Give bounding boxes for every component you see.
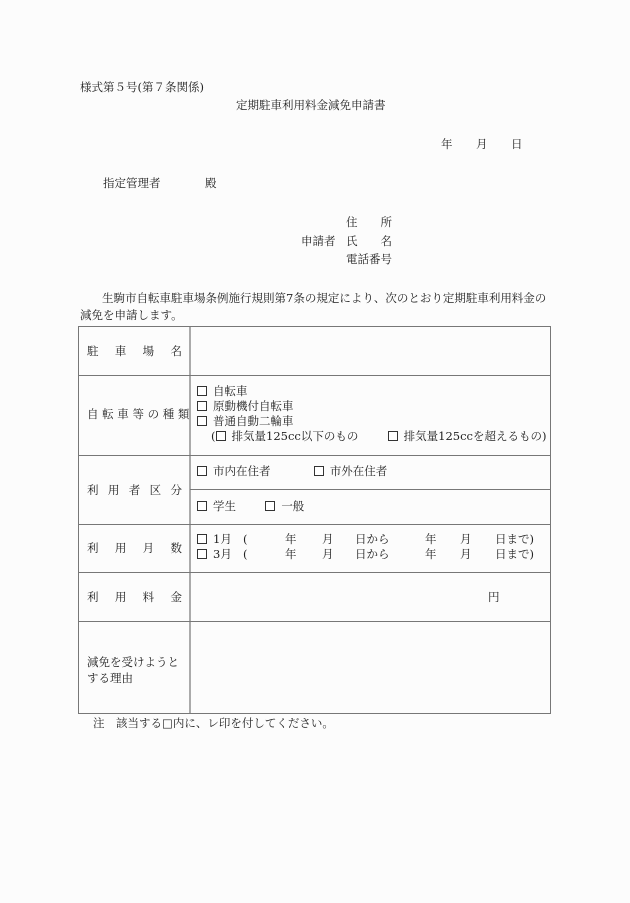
- checkbox-125cc-or-less[interactable]: [216, 431, 226, 441]
- option-label: 学生: [213, 499, 236, 513]
- month-option-1[interactable]: [197, 534, 232, 546]
- label-char: 利: [87, 541, 99, 555]
- applicant-phone-label: 電話番号: [346, 252, 392, 266]
- label-char: 用: [114, 590, 127, 604]
- form-number: 様式第５号(第７条関係): [80, 80, 204, 94]
- footnote: 注 該当する□内に、レ印を付してください。: [93, 716, 334, 730]
- option-city-resident[interactable]: [197, 464, 271, 478]
- intro-text-line2: 減免を申請します。: [80, 308, 183, 322]
- from-day: 日から: [355, 547, 390, 561]
- checkbox-over-125cc[interactable]: [388, 431, 398, 441]
- label-char: 場: [142, 344, 155, 358]
- label-char: 利: [87, 590, 99, 604]
- option-non-resident[interactable]: [314, 464, 388, 478]
- option-label: 1月: [213, 532, 232, 546]
- row-divider: [79, 375, 550, 376]
- reason-field[interactable]: [191, 622, 550, 713]
- from-month: 月: [322, 532, 334, 546]
- yen-unit: 円: [488, 590, 500, 604]
- label-char: 区: [149, 483, 162, 497]
- option-label: 市内在住者: [213, 464, 271, 478]
- option-motorcycle[interactable]: [197, 414, 546, 429]
- checkbox[interactable]: [314, 466, 324, 476]
- option-label: 普通自動二輪車: [213, 414, 294, 428]
- label-char: 車: [114, 344, 127, 358]
- row-divider: [79, 455, 550, 456]
- label-char: 用: [114, 541, 127, 555]
- addressee: 指定管理者: [103, 176, 161, 190]
- label-char: 月: [142, 541, 155, 555]
- from-month: 月: [322, 547, 334, 561]
- label-char: 分: [170, 483, 182, 497]
- vehicle-type-options: [197, 384, 546, 444]
- option-general[interactable]: [265, 499, 304, 513]
- to-year: 年: [425, 547, 437, 561]
- applicant-address-label: 住 所: [346, 215, 392, 229]
- usage-fee-label: [87, 592, 182, 604]
- displacement-options: [197, 429, 546, 444]
- checkbox[interactable]: [265, 501, 275, 511]
- parking-name-field[interactable]: [191, 327, 550, 375]
- to-year: 年: [425, 532, 437, 546]
- paren-open: (: [211, 429, 216, 443]
- user-type-options: [197, 501, 304, 513]
- label-char: 者: [128, 483, 141, 497]
- row-divider-inner: [190, 489, 550, 490]
- applicant-label: 申請者: [301, 234, 336, 248]
- checkbox[interactable]: [197, 386, 207, 396]
- checkbox[interactable]: [197, 416, 207, 426]
- reason-label-line2: する理由: [87, 671, 133, 685]
- to-day: 日まで): [495, 532, 534, 546]
- parking-name-label: [87, 346, 182, 358]
- date-month-label: 月: [476, 137, 488, 151]
- to-day: 日まで): [495, 547, 534, 561]
- option-label: 市外在住者: [329, 464, 388, 478]
- option-student[interactable]: [197, 499, 236, 513]
- honorific: 殿: [205, 176, 217, 190]
- usage-fee-field[interactable]: [191, 573, 481, 621]
- month-option-3[interactable]: [197, 549, 232, 561]
- checkbox[interactable]: [197, 534, 207, 544]
- intro-text-line1: 生駒市自転車駐車場条例施行規則第7条の規定により、次のとおり定期駐車利用料金の: [102, 291, 547, 305]
- option-moped[interactable]: [197, 399, 546, 414]
- to-month: 月: [460, 532, 472, 546]
- label-char: 数: [170, 541, 182, 555]
- option-label: 3月: [213, 547, 232, 561]
- date-year-label: 年: [441, 137, 453, 151]
- usage-months-label: [87, 543, 182, 555]
- row-divider: [79, 524, 550, 525]
- option-label: 自転車: [213, 384, 248, 398]
- applicant-name-label: 氏 名: [346, 234, 392, 248]
- label-char: 金: [170, 590, 182, 604]
- user-category-label: [87, 485, 182, 497]
- from-year: 年: [285, 547, 297, 561]
- checkbox[interactable]: [197, 466, 207, 476]
- checkbox[interactable]: [197, 401, 207, 411]
- paren: (: [243, 547, 248, 561]
- reason-label-line1: 減免を受けようと: [87, 655, 179, 669]
- label-char: 駐: [87, 344, 99, 358]
- to-month: 月: [460, 547, 472, 561]
- checkbox[interactable]: [197, 501, 207, 511]
- residence-options: [197, 466, 387, 478]
- checkbox[interactable]: [197, 549, 207, 559]
- from-day: 日から: [355, 532, 390, 546]
- option-label: 排気量125ccを超えるもの): [403, 429, 547, 443]
- label-char: 名: [170, 344, 182, 358]
- application-table: [78, 326, 551, 714]
- option-label: 一般: [281, 499, 305, 513]
- paren: (: [243, 532, 248, 546]
- option-label: 排気量125cc以下のもの: [231, 429, 359, 443]
- label-char: 料: [142, 590, 155, 604]
- document-title: 定期駐車利用料金減免申請書: [236, 98, 386, 112]
- date-day-label: 日: [511, 137, 523, 151]
- option-label: 原動機付自転車: [213, 399, 294, 413]
- label-char: 用: [107, 483, 120, 497]
- from-year: 年: [285, 532, 297, 546]
- label-char: 利: [87, 483, 99, 497]
- option-bicycle[interactable]: [197, 384, 546, 399]
- vehicle-type-label: 自 転 車 等 の 種 類: [87, 407, 190, 421]
